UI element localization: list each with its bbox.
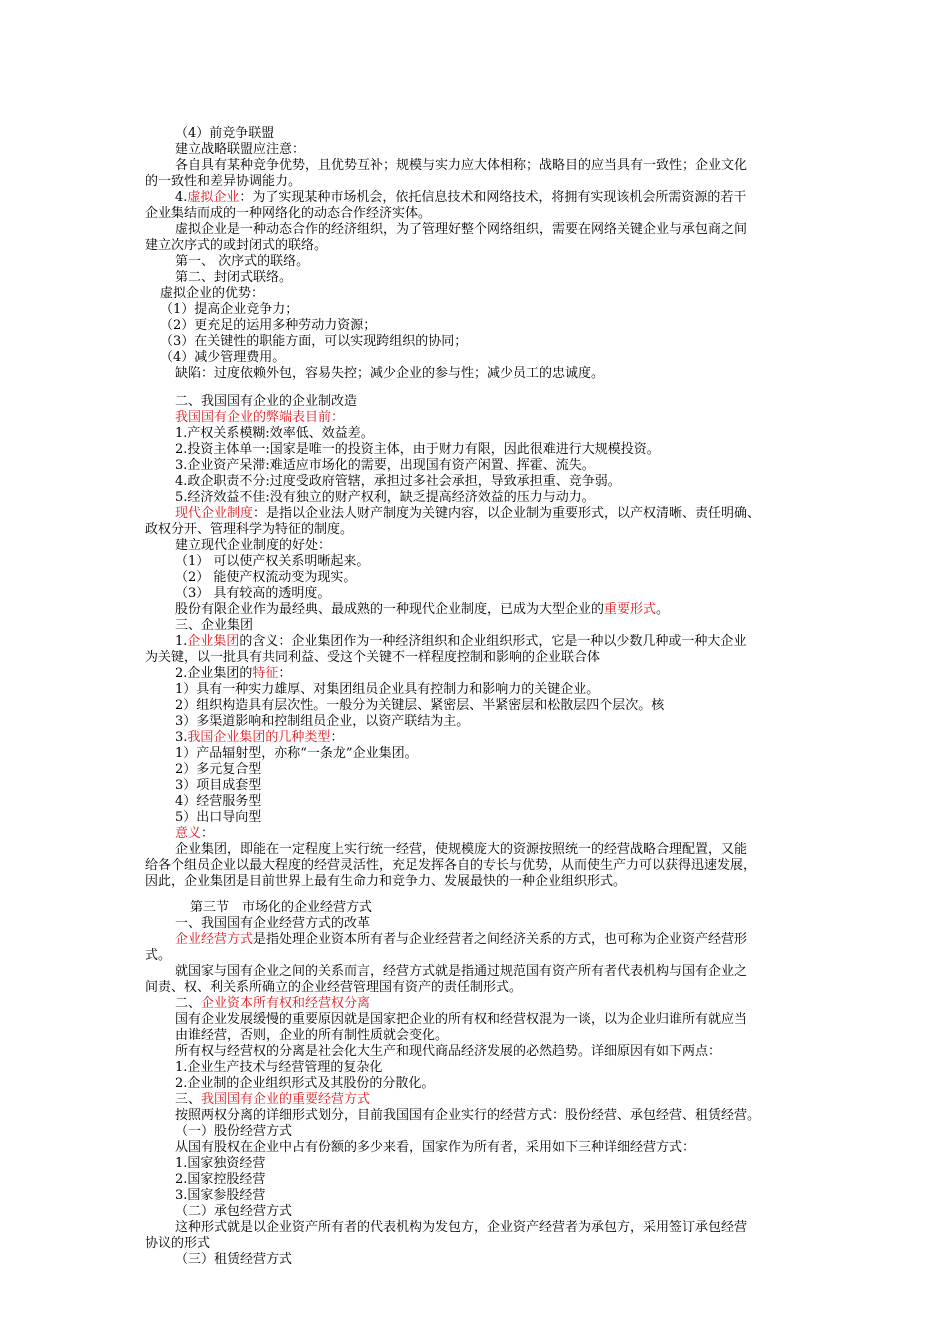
text-line: [175, 126, 274, 142]
text-run: 5）出口导向型: [175, 810, 262, 825]
text-line: [190, 900, 372, 916]
text-run: 一、我国国有企业经营方式的改革: [175, 916, 371, 931]
text-line: [175, 1012, 747, 1028]
text-run: 第三节 市场化的企业经营方式: [190, 900, 373, 915]
text-run: ：: [330, 730, 344, 745]
text-line: [175, 1076, 434, 1092]
text-run: 3.企业资产呆滞:难适应市场化的需要，出现国有资产闲置、挥霍、流失。: [175, 458, 595, 473]
text-run: （二）承包经营方式: [175, 1204, 293, 1219]
text-run: 式。: [145, 948, 172, 963]
text-line: [175, 538, 331, 554]
text-run: 因此，企业集团是目前世界上最有生命力和竞争力、发展最快的一种企业组织形式。: [145, 874, 627, 889]
text-line: [160, 286, 264, 302]
text-run: 国有企业发展缓慢的重要原因就是国家把企业的所有权和经营权混为一谈，以为企业归谁所有就应当: [175, 1012, 748, 1027]
text-line: [175, 810, 261, 826]
text-line: [175, 1060, 382, 1076]
text-run: （3） 具有较高的透明度。: [175, 586, 331, 601]
text-run: （4）前竞争联盟: [175, 126, 275, 141]
text-line: [175, 254, 309, 270]
text-line: [175, 1044, 721, 1060]
text-run: 2.投资主体单一:国家是唯一的投资主体，由于财力有限，因此很难进行大规模投资。: [175, 442, 660, 457]
highlight-term: 虚拟企业: [187, 190, 240, 205]
text-run: 给各个组员企业以最大程度的经营灵活性，充足发挥各自的专长与优势，从而使生产力可以获得迅速发展，: [145, 858, 757, 873]
highlight-term: 企业经营方式: [175, 932, 254, 947]
text-line: [175, 222, 747, 238]
text-run: 二、我国国有企业的企业制改造: [175, 394, 358, 409]
text-run: 3）多渠道影响和控制组员企业，以资产联结为主。: [175, 714, 470, 729]
text-line: [175, 1252, 292, 1268]
text-run: 2）组织构造具有层次性。一般分为关键层、紧密层、半紧密层和松散层四个层次。核: [175, 698, 665, 713]
text-run: 3）项目成套型: [175, 778, 262, 793]
highlight-term: 重要形式: [604, 602, 657, 617]
text-run: 的含义：企业集团作为一种经济组织和企业组织形式，它是一种以少数几种或一种大企业: [239, 634, 747, 649]
text-run: 4.政企职责不分:过度受政府管辖，承担过多社会承担，导致承担重、竞争弱。: [175, 474, 621, 489]
text-run: （1） 可以使产权关系明晰起来。: [175, 554, 370, 569]
text-line: [175, 996, 370, 1012]
text-run: （2）更充足的运用多种劳动力资源；: [160, 318, 377, 333]
text-line: [175, 666, 291, 682]
text-line: [175, 1172, 265, 1188]
text-run: （4）减少管理费用。: [160, 350, 286, 365]
text-line: [175, 1140, 695, 1156]
text-line: [175, 698, 664, 714]
text-line: [175, 1028, 448, 1044]
text-line: [175, 410, 344, 426]
text-run: 就国家与国有企业之间的关系而言，经营方式就是指通过规范国有资产所有者代表机构与国有企业之: [175, 964, 748, 979]
text-line: [145, 980, 522, 996]
text-run: 从国有股权在企业中占有份额的多少来看，国家作为所有者，采用如下三种详细经营方式：: [175, 1140, 696, 1155]
text-line: [175, 916, 370, 932]
text-run: 建立战略联盟应注意：: [175, 142, 306, 157]
text-run: 二、: [175, 996, 202, 1011]
text-line: [175, 570, 356, 586]
text-line: [175, 1092, 370, 1108]
text-run: 4.: [175, 190, 188, 205]
text-line: [145, 206, 431, 222]
text-run: 1.企业生产技术与经营管理的复杂化: [175, 1060, 383, 1075]
text-run: 企业集团，即能在一定程度上实行统一经营，使规模庞大的资源按照统一的经营战略合理配置，又能: [175, 842, 748, 857]
text-line: [175, 554, 369, 570]
text-line: [175, 506, 760, 522]
text-line: [175, 366, 604, 382]
text-run: 。: [656, 602, 670, 617]
text-run: ：为了实现某种市场机会，依托信息技术和网络技术，将拥有实现该机会所需资源的若干: [239, 190, 747, 205]
text-run: 2.国家控股经营: [175, 1172, 266, 1187]
text-run: 政权分开、管理科学为特征的制度。: [145, 522, 354, 537]
text-line: [175, 142, 305, 158]
text-line: [175, 394, 357, 410]
text-run: 1.产权关系模糊:效率低、效益差。: [175, 426, 374, 441]
highlight-term: 现代企业制度: [175, 506, 254, 521]
highlight-term: 意义: [175, 826, 202, 841]
text-line: [175, 1124, 292, 1140]
text-line: [175, 964, 747, 980]
text-run: 1.国家独资经营: [175, 1156, 266, 1171]
text-run: （1）提高企业竞争力；: [160, 302, 299, 317]
text-run: 所有权与经营权的分离是社会化大生产和现代商品经济发展的必然趋势。详细原因有如下两点：: [175, 1044, 722, 1059]
text-run: 各自具有某种竞争优势，且优势互补；规模与实力应大体相称；战略目的应当具有一致性；企业文化: [175, 158, 748, 173]
text-run: （2） 能使产权流动变为现实。: [175, 570, 357, 585]
text-run: 为关键，以一批具有共同利益、受这个关键不一样程度控制和影响的企业联合体: [145, 650, 601, 665]
text-line: [175, 1156, 265, 1172]
text-run: 建立现代企业制度的好处：: [175, 538, 332, 553]
text-line: [175, 682, 599, 698]
text-line: [145, 874, 626, 890]
text-line: [145, 238, 327, 254]
text-run: 第二、封闭式联络。: [175, 270, 293, 285]
text-run: 建立次序式的或封闭式的联络。: [145, 238, 328, 253]
highlight-term: 我国国有企业的弊端表目前：: [175, 410, 345, 425]
text-line: [145, 174, 301, 190]
text-line: [160, 350, 285, 366]
text-run: 这种形式就是以企业资产所有者的代表机构为发包方，企业资产经营者为承包方，采用签订承包经营: [175, 1220, 748, 1235]
text-run: 虚拟企业的优势：: [160, 286, 265, 301]
text-line: [175, 1220, 747, 1236]
highlight-term: 我国国有企业的重要经营方式: [201, 1092, 371, 1107]
text-line: [145, 948, 171, 964]
text-line: [175, 1204, 292, 1220]
text-line: [175, 1188, 265, 1204]
text-line: [175, 762, 261, 778]
text-line: [175, 932, 747, 948]
text-run: 3.: [175, 730, 188, 745]
text-line: [160, 334, 467, 350]
text-run: 虚拟企业是一种动态合作的经济组织，为了管理好整个网络组织，需要在网络关键企业与承包商之间: [175, 222, 748, 237]
highlight-term: 我国企业集团的几种类型: [187, 730, 331, 745]
text-line: [175, 586, 330, 602]
text-line: [175, 778, 261, 794]
text-run: 1）产品辐射型，亦称“一条龙”企业集团。: [175, 746, 418, 761]
text-line: [145, 1236, 210, 1252]
text-run: ：是指以企业法人财产制度为关键内容，以企业制为重要形式，以产权清晰、责任明确、: [253, 506, 761, 521]
text-run: 企业集结而成的一种网络化的动态合作经济实体。: [145, 206, 432, 221]
text-line: [175, 730, 343, 746]
text-run: 2.企业制的企业组织形式及其股份的分散化。: [175, 1076, 435, 1091]
text-line: [175, 426, 374, 442]
text-run: ：: [201, 826, 215, 841]
text-run: （一）股份经营方式: [175, 1124, 293, 1139]
text-run: 4）经营服务型: [175, 794, 262, 809]
text-run: 2.企业集团的: [175, 666, 253, 681]
text-run: 三、: [175, 1092, 202, 1107]
text-run: 2）多元复合型: [175, 762, 262, 777]
text-run: 5.经济效益不佳:没有独立的财产权利，缺乏提高经济效益的压力与动力。: [175, 490, 595, 505]
text-line: [175, 490, 595, 506]
text-line: [175, 602, 669, 618]
text-line: [175, 746, 418, 762]
text-run: 由谁经营，否则，企业的所有制性质就会变化。: [175, 1028, 449, 1043]
highlight-term: 企业资本所有权和经营权分离: [201, 996, 371, 1011]
text-line: [175, 794, 261, 810]
text-line: [175, 474, 621, 490]
text-line: [160, 302, 298, 318]
text-line: [145, 522, 353, 538]
text-run: 股份有限企业作为最经典、最成熟的一种现代企业制度，已成为大型企业的: [175, 602, 605, 617]
highlight-term: 企业集团: [187, 634, 240, 649]
text-line: [175, 634, 746, 650]
text-line: [175, 442, 660, 458]
text-run: ：: [278, 666, 292, 681]
text-line: [145, 858, 756, 874]
text-run: 3.国家参股经营: [175, 1188, 266, 1203]
text-run: 三、企业集团: [175, 618, 254, 633]
text-line: [175, 826, 214, 842]
text-run: 是指处理企业资本所有者与企业经营者之间经济关系的方式，也可称为企业资产经营形: [253, 932, 748, 947]
text-run: 协议的形式: [145, 1236, 211, 1251]
text-line: [175, 618, 253, 634]
text-line: [160, 318, 376, 334]
text-run: 间责、权、利关系所确立的企业经营管理国有资产的责任制形式。: [145, 980, 523, 995]
text-run: 缺陷：过度依赖外包，容易失控；减少企业的参与性；减少员工的忠诚度。: [175, 366, 605, 381]
text-run: 1.: [175, 634, 188, 649]
text-line: [175, 1108, 760, 1124]
text-run: 按照两权分离的详细形式划分，目前我国国有企业实行的经营方式：股份经营、承包经营、租赁经营。: [175, 1108, 761, 1123]
text-line: [175, 190, 746, 206]
text-line: [175, 714, 469, 730]
text-line: [175, 458, 595, 474]
text-run: 1）具有一种实力雄厚、对集团组员企业具有控制力和影响力的关键企业。: [175, 682, 600, 697]
text-run: （三）租赁经营方式: [175, 1252, 293, 1267]
highlight-term: 特征: [252, 666, 279, 681]
text-line: [175, 270, 292, 286]
text-run: 第一、 次序式的联络。: [175, 254, 310, 269]
text-line: [175, 842, 747, 858]
text-line: [175, 158, 747, 174]
text-run: 的一致性和差异协调能力。: [145, 174, 302, 189]
text-line: [145, 650, 600, 666]
text-run: （3）在关键性的职能方面，可以实现跨组织的协同；: [160, 334, 468, 349]
